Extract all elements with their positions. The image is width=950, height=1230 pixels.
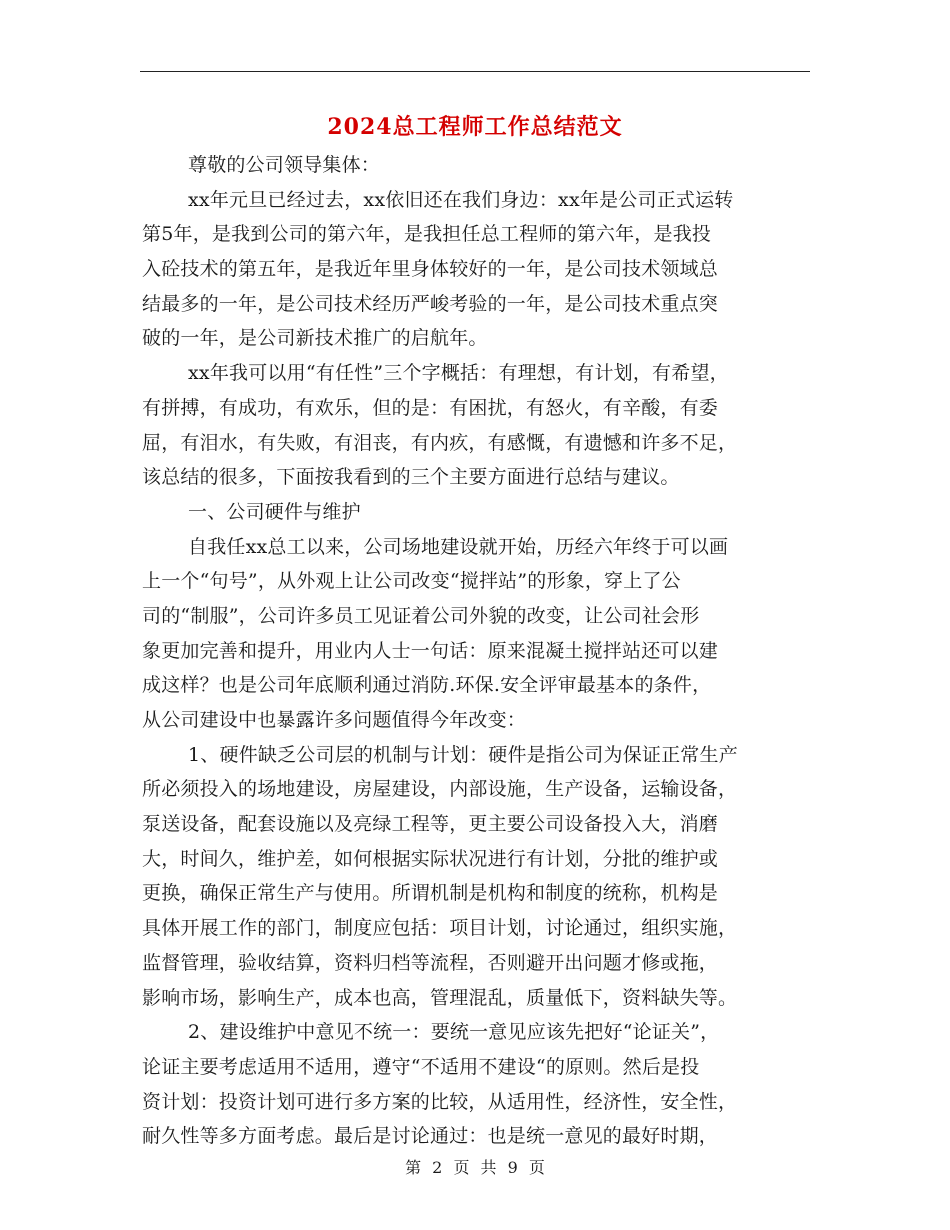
body-line: 有拼搏，有成功，有欢乐，但的是：有困扰，有怒火，有辛酸，有委: [142, 396, 719, 419]
body-line: 上一个“句号”，从外观上让公司改变“搅拌站”的形象，穿上了公: [142, 570, 681, 593]
body-line: xx年我可以用“有任性”三个字概括：有理想，有计划，有希望，: [188, 362, 729, 385]
body-line: 泵送设备，配套设施以及亮绿工程等，更主要公司设备投入大，消磨: [142, 813, 719, 836]
document-body: [142, 148, 810, 1154]
body-line: 论证主要考虑适用不适用，遵守“不适用不建设“的原则。然后是投: [142, 1055, 700, 1078]
body-line: 2、建设维护中意见不统一：要统一意见应该先把好“论证关”，: [188, 1021, 720, 1044]
body-line: xx年元旦已经过去，xx依旧还在我们身边：xx年是公司正式运转: [188, 188, 734, 211]
body-line: 该总结的很多，下面按我看到的三个主要方面进行总结与建议。: [142, 466, 680, 489]
header-rule: [140, 71, 810, 72]
body-line: 大，时间久，维护差，如何根据实际状况进行有计划，分批的维护或: [142, 847, 719, 870]
body-line: 破的一年，是公司新技术推广的启航年。: [142, 327, 488, 350]
body-line: 所必须投入的场地建设，房屋建设，内部设施，生产设备，运输设备，: [142, 778, 738, 801]
body-line: 具体开展工作的部门，制度应包括：项目计划，讨论通过，组织实施，: [142, 917, 738, 940]
document-title: 2024总工程师工作总结范文: [327, 114, 623, 140]
body-line: 更换，确保正常生产与使用。所谓机制是机构和制度的统称，机构是: [142, 882, 719, 905]
body-line: 1、硬件缺乏公司层的机制与计划：硬件是指公司为保证正常生产: [188, 743, 738, 766]
body-line: 影响市场，影响生产，成本也高，管理混乱，质量低下，资料缺失等。: [142, 986, 738, 1009]
body-line: 第5年，是我到公司的第六年，是我担任总工程师的第六年，是我投: [142, 223, 712, 246]
body-line: 尊敬的公司领导集体：: [188, 154, 381, 176]
body-line: 屈，有泪水，有失败，有泪丧，有内疚，有感慨，有遗憾和许多不足，: [142, 431, 738, 454]
page-footer: 第 2 页 共 9 页: [405, 1158, 545, 1177]
body-line: 监督管理，验收结算，资料归档等流程，否则避开出问题才修或拖，: [142, 951, 719, 974]
body-line: 自我任xx总工以来，公司场地建设就开始，历经六年终于可以画: [188, 535, 729, 558]
body-line: 资计划：投资计划可进行多方案的比较，从适用性，经济性，安全性，: [142, 1090, 738, 1113]
body-line: 耐久性等多方面考虑。最后是讨论通过：也是统一意见的最好时期，: [142, 1125, 719, 1148]
body-line: 结最多的一年，是公司技术经历严峻考验的一年，是公司技术重点突: [142, 292, 719, 315]
body-line: 象更加完善和提升，用业内人士一句话：原来混凝土搅拌站还可以建: [142, 639, 719, 662]
body-line: 一、公司硬件与维护: [188, 500, 361, 523]
body-line: 成这样？也是公司年底顺利通过消防.环保.安全评审最基本的条件，: [142, 674, 712, 697]
body-line: 入砼技术的第五年，是我近年里身体较好的一年，是公司技术领域总: [142, 258, 719, 281]
body-line: 司的“制服”，公司许多员工见证着公司外貌的改变，让公司社会形: [142, 604, 700, 627]
body-line: 从公司建设中也暴露许多问题值得今年改变：: [142, 709, 527, 731]
